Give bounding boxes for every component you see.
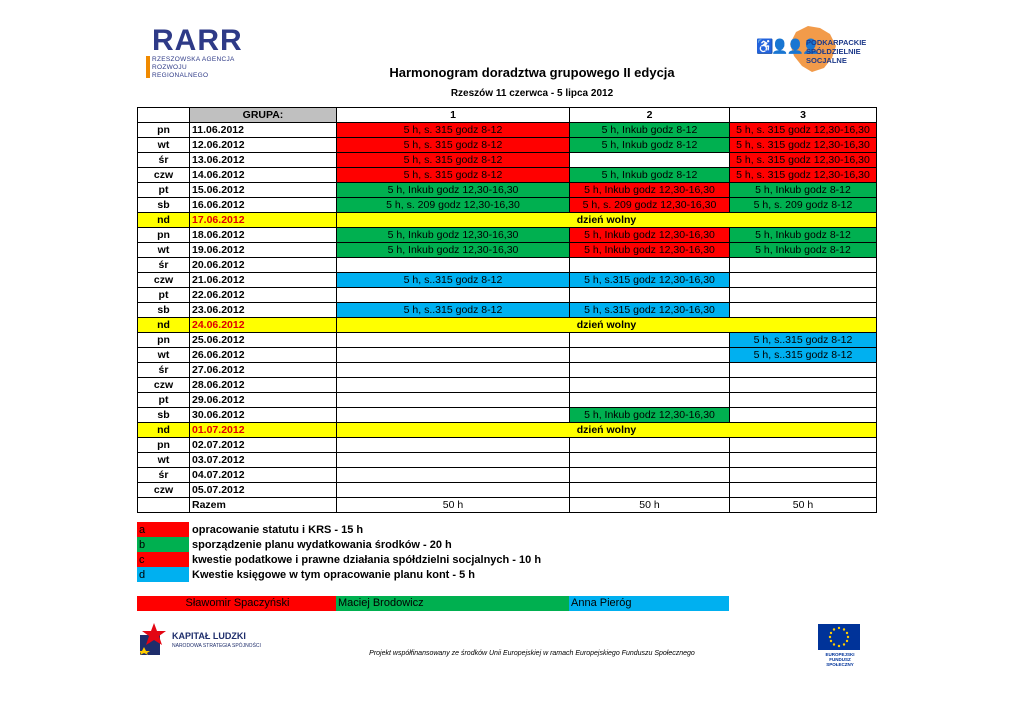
date-cell: 19.06.2012 (190, 243, 337, 258)
group-2-session-cell: 5 h, Inkub godz 12,30-16,30 (570, 183, 730, 198)
date-cell: 18.06.2012 (190, 228, 337, 243)
group-1-session-cell: 5 h, Inkub godz 12,30-16,30 (337, 183, 570, 198)
group-1-session-cell: 5 h, s..315 godz 8-12 (337, 273, 570, 288)
group-2-session-cell (570, 393, 730, 408)
group-2-session-cell: 5 h, Inkub godz 12,30-16,30 (570, 408, 730, 423)
date-cell: 30.06.2012 (190, 408, 337, 423)
table-row-free-day (138, 213, 877, 228)
date-cell: 24.06.2012 (190, 318, 337, 333)
group-3-session-cell (730, 453, 877, 468)
legend-text: opracowanie statutu i KRS - 15 h (192, 523, 364, 536)
group-1-session-cell (337, 288, 570, 303)
group-2-session-cell (570, 363, 730, 378)
group-2-session-cell (570, 288, 730, 303)
group-3-session-cell (730, 393, 877, 408)
group-2-session-cell: 5 h, s. 209 godz 12,30-16,30 (570, 198, 730, 213)
table-row (138, 198, 877, 213)
eu-line2: SPOŁECZNY (826, 662, 854, 667)
group-1-session-cell: 5 h, s. 315 godz 8-12 (337, 153, 570, 168)
group-1-session-cell (337, 468, 570, 483)
group-2-session-cell: 5 h, Inkub godz 8-12 (570, 138, 730, 153)
group-2-session-cell (570, 153, 730, 168)
day-cell: wt (138, 453, 190, 468)
group-2-session-cell: 5 h, s.315 godz 12,30-16,30 (570, 303, 730, 318)
table-row (138, 483, 877, 498)
header-group-2: 2 (570, 108, 730, 123)
legend-table (137, 522, 543, 582)
table-row (138, 453, 877, 468)
group-1-session-cell: 5 h, s. 209 godz 12,30-16,30 (337, 198, 570, 213)
group-2-session-cell (570, 378, 730, 393)
day-cell: czw (138, 273, 190, 288)
table-row (138, 153, 877, 168)
header-blank (138, 108, 190, 123)
table-total-row (138, 498, 877, 513)
group-3-session-cell: 5 h, s. 315 godz 12,30-16,30 (730, 123, 877, 138)
group-2-session-cell (570, 438, 730, 453)
group-1-session-cell (337, 378, 570, 393)
legend-row (137, 567, 543, 582)
group-3-total: 50 h (730, 498, 877, 513)
document-subtitle: Rzeszów 11 czerwca - 5 lipca 2012 (450, 88, 614, 99)
group-2-session-cell (570, 468, 730, 483)
day-cell: pn (138, 333, 190, 348)
group-3-session-cell: 5 h, s. 315 godz 12,30-16,30 (730, 153, 877, 168)
advisors-row (137, 596, 729, 611)
table-row (138, 393, 877, 408)
group-1-session-cell: 5 h, s. 315 godz 8-12 (337, 123, 570, 138)
group-1-session-cell: 5 h, s. 315 godz 8-12 (337, 138, 570, 153)
group-1-session-cell: 5 h, Inkub godz 12,30-16,30 (337, 243, 570, 258)
table-row (138, 123, 877, 138)
date-cell: 26.06.2012 (190, 348, 337, 363)
group-1-session-cell (337, 438, 570, 453)
day-cell: nd (138, 423, 190, 438)
date-cell: 23.06.2012 (190, 303, 337, 318)
date-cell: 01.07.2012 (190, 423, 337, 438)
table-row (138, 258, 877, 273)
group-3-session-cell: 5 h, s. 315 godz 12,30-16,30 (730, 168, 877, 183)
date-cell: 16.06.2012 (190, 198, 337, 213)
date-cell: 05.07.2012 (190, 483, 337, 498)
group-1-session-cell (337, 453, 570, 468)
day-cell: nd (138, 213, 190, 228)
pss-line3: SOCJALNE (806, 56, 847, 65)
eu-logo-text (818, 652, 862, 667)
date-cell: 17.06.2012 (190, 213, 337, 228)
group-2-session-cell (570, 348, 730, 363)
group-3-session-cell: 5 h, Inkub godz 8-12 (730, 183, 877, 198)
group-3-session-cell: 5 h, s. 209 godz 8-12 (730, 198, 877, 213)
schedule-body (138, 108, 877, 513)
group-3-session-cell (730, 273, 877, 288)
date-cell: 12.06.2012 (190, 138, 337, 153)
group-3-session-cell (730, 288, 877, 303)
advisor-3: Anna Pieróg (569, 596, 729, 611)
group-1-session-cell: 5 h, s..315 godz 8-12 (337, 303, 570, 318)
day-cell: śr (138, 153, 190, 168)
rarr-logo-name: RARR (152, 24, 243, 57)
date-cell: 21.06.2012 (190, 273, 337, 288)
group-3-session-cell (730, 378, 877, 393)
group-3-session-cell (730, 483, 877, 498)
eu-flag-icon (818, 624, 860, 650)
legend-code: d (137, 567, 189, 582)
group-1-total: 50 h (337, 498, 570, 513)
day-cell: pn (138, 228, 190, 243)
group-2-session-cell: 5 h, Inkub godz 12,30-16,30 (570, 228, 730, 243)
free-day-label: dzień wolny (337, 423, 877, 438)
day-cell: śr (138, 363, 190, 378)
free-day-label: dzień wolny (337, 318, 877, 333)
group-2-session-cell (570, 453, 730, 468)
legend-body (137, 522, 543, 582)
date-cell: 02.07.2012 (190, 438, 337, 453)
group-3-session-cell: 5 h, Inkub godz 8-12 (730, 243, 877, 258)
day-cell: pt (138, 393, 190, 408)
table-header-row (138, 108, 877, 123)
group-3-session-cell: 5 h, s. 315 godz 12,30-16,30 (730, 138, 877, 153)
group-1-session-cell (337, 258, 570, 273)
day-cell: śr (138, 468, 190, 483)
group-1-session-cell (337, 483, 570, 498)
table-row (138, 408, 877, 423)
legend-code: b (137, 537, 189, 552)
date-cell: 04.07.2012 (190, 468, 337, 483)
table-row (138, 228, 877, 243)
table-row (138, 243, 877, 258)
table-row (138, 438, 877, 453)
legend-code: c (137, 552, 189, 567)
eu-logo (818, 624, 862, 670)
free-day-label: dzień wolny (337, 213, 877, 228)
date-cell: 22.06.2012 (190, 288, 337, 303)
day-cell: sb (138, 408, 190, 423)
day-cell: wt (138, 243, 190, 258)
group-3-session-cell (730, 303, 877, 318)
date-cell: 28.06.2012 (190, 378, 337, 393)
pss-line2: SPÓŁDZIELNIE (806, 47, 861, 56)
total-blank (138, 498, 190, 513)
group-1-session-cell (337, 408, 570, 423)
group-3-session-cell (730, 438, 877, 453)
group-3-session-cell (730, 363, 877, 378)
advisor-2: Maciej Brodowicz (336, 596, 569, 611)
table-row (138, 288, 877, 303)
day-cell: śr (138, 258, 190, 273)
table-row (138, 348, 877, 363)
header-group-3: 3 (730, 108, 877, 123)
day-cell: wt (138, 138, 190, 153)
day-cell: czw (138, 378, 190, 393)
advisor-1: Sławomir Spaczyński (137, 596, 336, 611)
date-cell: 15.06.2012 (190, 183, 337, 198)
pss-logo-text (806, 38, 866, 65)
table-row-free-day (138, 423, 877, 438)
schedule-table (137, 107, 877, 513)
day-cell: nd (138, 318, 190, 333)
day-cell: pt (138, 288, 190, 303)
group-2-session-cell: 5 h, s.315 godz 12,30-16,30 (570, 273, 730, 288)
people-icon: ♿👤👤👤 (756, 38, 818, 54)
legend-code: a (137, 522, 189, 537)
table-row (138, 183, 877, 198)
day-cell: sb (138, 303, 190, 318)
table-row-free-day (138, 318, 877, 333)
day-cell: pt (138, 183, 190, 198)
eu-line1: EUROPEJSKI FUNDUSZ (825, 652, 855, 662)
kapital-ludzki-name: KAPITAŁ LUDZKI (172, 631, 246, 641)
day-cell: pn (138, 438, 190, 453)
legend-text: Kwestie księgowe w tym opracowanie planu kont - 5 h (192, 568, 476, 581)
group-3-session-cell (730, 408, 877, 423)
table-row (138, 168, 877, 183)
date-cell: 11.06.2012 (190, 123, 337, 138)
pss-line1: PODKARPACKIE (806, 38, 867, 47)
group-2-session-cell: 5 h, Inkub godz 8-12 (570, 123, 730, 138)
date-cell: 27.06.2012 (190, 363, 337, 378)
table-row (138, 363, 877, 378)
legend-row (137, 522, 543, 537)
legend-row (137, 552, 543, 567)
document-title: Harmonogram doradztwa grupowego II edycja (389, 65, 675, 80)
table-row (138, 333, 877, 348)
day-cell: pn (138, 123, 190, 138)
group-2-total: 50 h (570, 498, 730, 513)
group-2-session-cell (570, 258, 730, 273)
date-cell: 03.07.2012 (190, 453, 337, 468)
legend-text: kwestie podatkowe i prawne działania spółdzielni socjalnych - 10 h (192, 553, 542, 566)
group-1-session-cell: 5 h, s. 315 godz 8-12 (337, 168, 570, 183)
group-3-session-cell: 5 h, s..315 godz 8-12 (730, 348, 877, 363)
date-cell: 25.06.2012 (190, 333, 337, 348)
group-3-session-cell: 5 h, s..315 godz 8-12 (730, 333, 877, 348)
group-1-session-cell (337, 333, 570, 348)
date-cell: 13.06.2012 (190, 153, 337, 168)
day-cell: czw (138, 483, 190, 498)
date-cell: 20.06.2012 (190, 258, 337, 273)
footer-note: Projekt współfinansowany ze środków Unii Europejskiej w ramach Europejskiego Funduszu Społecznego (369, 650, 695, 657)
table-row (138, 303, 877, 318)
table-row (138, 138, 877, 153)
rarr-logo-line1: RZESZOWSKA AGENCJA (152, 56, 235, 63)
group-3-session-cell (730, 468, 877, 483)
group-2-session-cell (570, 333, 730, 348)
group-2-session-cell: 5 h, Inkub godz 8-12 (570, 168, 730, 183)
day-cell: czw (138, 168, 190, 183)
table-row (138, 378, 877, 393)
table-row (138, 273, 877, 288)
legend-row (137, 537, 543, 552)
rarr-logo-line2: ROZWOJU REGIONALNEGO (152, 64, 209, 79)
group-3-session-cell (730, 258, 877, 273)
group-2-session-cell: 5 h, Inkub godz 12,30-16,30 (570, 243, 730, 258)
table-row (138, 468, 877, 483)
day-cell: wt (138, 348, 190, 363)
group-1-session-cell (337, 348, 570, 363)
legend-text: sporządzenie planu wydatkowania środków - 20 h (192, 538, 452, 551)
kapital-ludzki-sub: NARODOWA STRATEGIA SPÓJNOŚCI (172, 643, 261, 649)
day-cell: sb (138, 198, 190, 213)
date-cell: 14.06.2012 (190, 168, 337, 183)
group-3-session-cell: 5 h, Inkub godz 8-12 (730, 228, 877, 243)
total-label: Razem (190, 498, 337, 513)
header-group-1: 1 (337, 108, 570, 123)
group-1-session-cell (337, 363, 570, 378)
date-cell: 29.06.2012 (190, 393, 337, 408)
group-1-session-cell (337, 393, 570, 408)
group-2-session-cell (570, 483, 730, 498)
group-1-session-cell: 5 h, Inkub godz 12,30-16,30 (337, 228, 570, 243)
header-group-label: GRUPA: (190, 108, 337, 123)
